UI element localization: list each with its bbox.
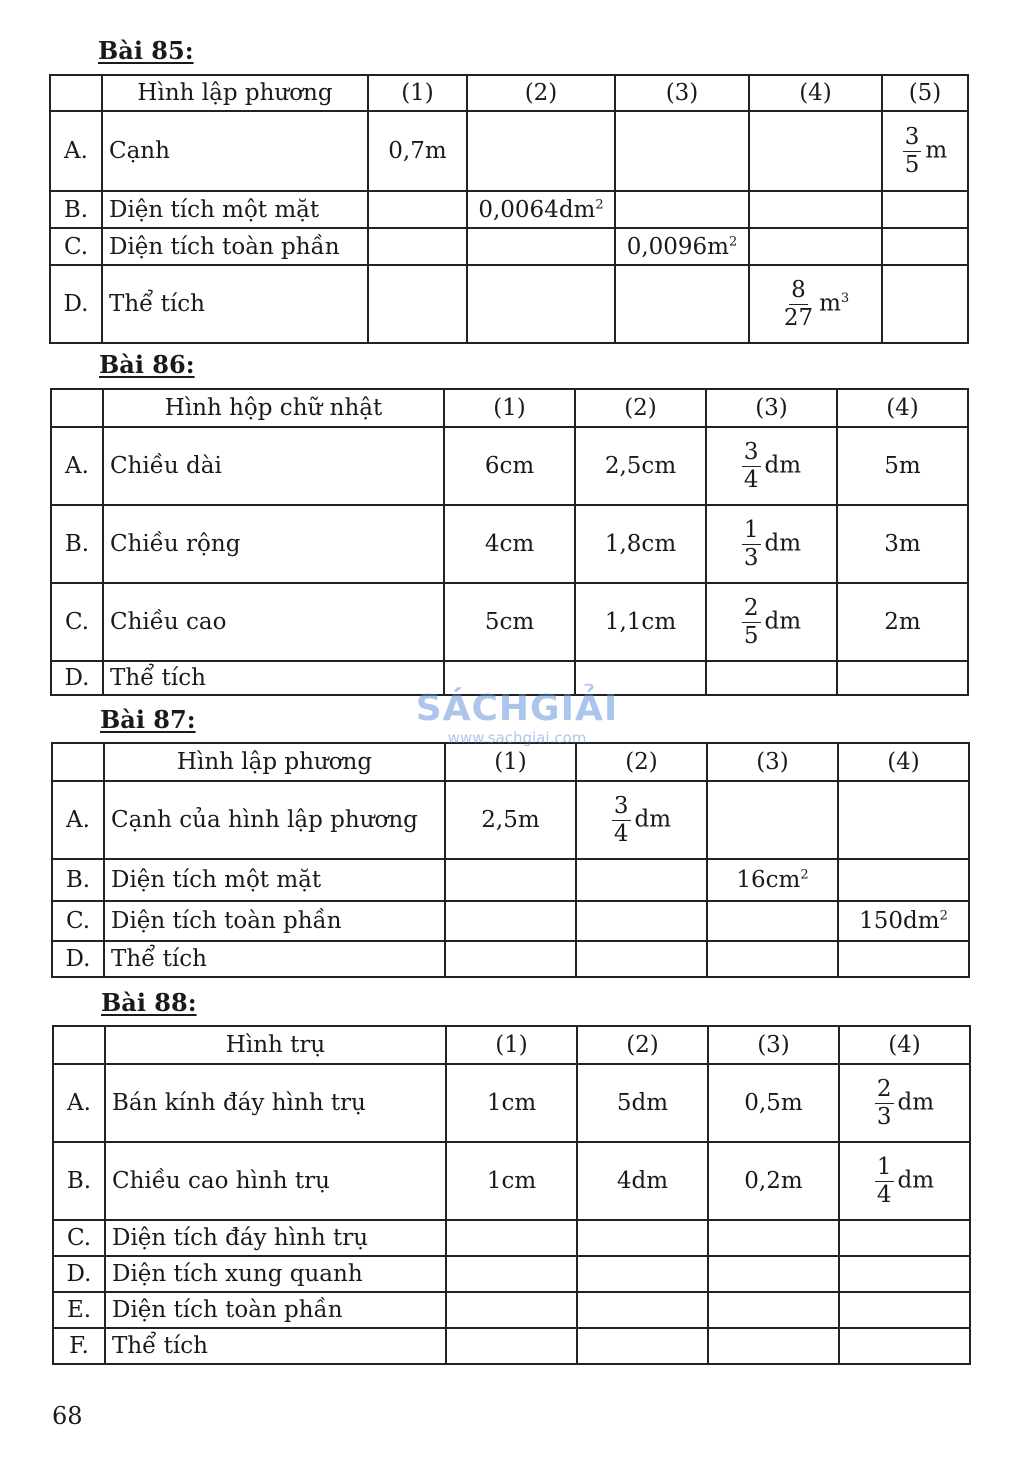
row-letter: D. [51,661,103,695]
unit: m [925,137,948,163]
row-label: Thể tích [104,941,445,977]
cell-empty [446,1256,577,1292]
cell-empty [577,1220,708,1256]
cell-empty [839,1256,970,1292]
fraction-numerator: 3 [904,123,920,150]
cell-value: 0,7m [368,111,467,191]
row-letter: D. [53,1256,105,1292]
cell-empty [749,111,882,191]
exponent: 3 [840,290,850,306]
table-row [53,1064,970,1142]
cell-empty [576,941,707,977]
row-label: Diện tích toàn phần [102,228,368,265]
row-letter: B. [53,1142,105,1220]
cell-empty [708,1256,839,1292]
table-row [52,859,969,901]
table-row [50,265,968,343]
row-label: Diện tích một mặt [102,191,368,228]
row-label: Diện tích toàn phần [105,1292,446,1328]
cell-value: 0,2m [708,1142,839,1220]
header-col-2: (2) [576,743,707,781]
cell-empty [368,191,467,228]
row-label: Chiều rộng [103,505,444,583]
cell-empty [577,1328,708,1364]
cell-empty [882,228,968,265]
fraction-denominator: 27 [783,304,814,331]
cell-empty [446,1328,577,1364]
table-row [53,1256,970,1292]
value-text: 150dm [859,908,940,934]
row-letter: F. [53,1328,105,1364]
row-label: Chiều dài [103,427,444,505]
header-col-1: (1) [445,743,576,781]
cell-value: 2,5cm [575,427,706,505]
cell-empty [882,265,968,343]
row-letter: C. [53,1220,105,1256]
row-letter: D. [50,265,102,343]
table-row [52,781,969,859]
header-col-1: (1) [368,75,467,111]
cell-value: 1,8cm [575,505,706,583]
cell-empty [706,661,837,695]
unit: dm [764,608,802,634]
cell-empty [839,1220,970,1256]
exponent: 2 [729,233,738,249]
cell-empty [577,1292,708,1328]
table-header-row [53,1026,970,1064]
cell-empty [615,111,749,191]
fraction-denominator: 4 [876,1181,892,1208]
header-shape: Hình trụ [105,1026,446,1064]
row-label: Thể tích [102,265,368,343]
header-col-2: (2) [575,389,706,427]
cell-value: 2m [837,583,968,661]
row-letter: A. [53,1064,105,1142]
exponent: 2 [595,196,604,212]
cell-value: 4dm [577,1142,708,1220]
fraction [742,516,761,571]
cell-value [882,111,968,191]
cell-value [706,427,837,505]
unit: m [819,290,841,316]
cell-value [576,781,707,859]
cell-empty [368,265,467,343]
header-col-2: (2) [577,1026,708,1064]
table-header-row [50,75,968,111]
fraction-numerator: 1 [876,1153,892,1180]
cell-empty [707,941,838,977]
row-label: Bán kính đáy hình trụ [105,1064,446,1142]
cell-value: 1,1cm [575,583,706,661]
cell-value [615,228,749,265]
cell-empty [446,1220,577,1256]
row-letter: C. [50,228,102,265]
table-row [50,228,968,265]
row-letter: C. [52,901,104,941]
header-empty-cell [52,743,104,781]
header-col-3: (3) [707,743,838,781]
fraction-numerator: 8 [791,276,806,303]
row-letter: A. [52,781,104,859]
header-shape: Hình lập phương [102,75,368,111]
cell-empty [749,228,882,265]
row-label: Chiều cao [103,583,444,661]
fraction [742,594,761,649]
cell-empty [749,191,882,228]
table-row [53,1292,970,1328]
fraction-denominator: 5 [743,622,759,649]
table-row [50,191,968,228]
cell-empty [837,661,968,695]
value-text: 0,0064dm [478,196,596,223]
row-letter: B. [51,505,103,583]
cell-value [838,901,969,941]
cell-value [839,1064,970,1142]
fraction [612,792,631,847]
header-col-3: (3) [615,75,749,111]
row-label: Diện tích đáy hình trụ [105,1220,446,1256]
cell-empty [445,901,576,941]
table-header-row [51,389,968,427]
cell-value: 5m [837,427,968,505]
cell-value: 1cm [446,1142,577,1220]
row-letter: A. [51,427,103,505]
value-text: 16cm [736,867,801,893]
fraction-numerator: 2 [876,1075,892,1102]
cell-value: 1cm [446,1064,577,1142]
row-label: Thể tích [105,1328,446,1364]
fraction-numerator: 2 [743,594,759,621]
cell-value [749,265,882,343]
header-shape: Hình lập phương [104,743,445,781]
row-letter: E. [53,1292,105,1328]
row-letter: D. [52,941,104,977]
cell-empty [838,781,969,859]
fraction-numerator: 3 [613,792,629,819]
row-label: Cạnh của hình lập phương [104,781,445,859]
cell-value: 3m [837,505,968,583]
cell-empty [839,1292,970,1328]
header-col-4: (4) [837,389,968,427]
unit: dm [897,1167,935,1193]
cell-empty [708,1220,839,1256]
cell-value [707,859,838,901]
unit: dm [764,452,802,478]
header-col-3: (3) [708,1026,839,1064]
unit: dm [764,530,802,556]
fraction-numerator: 3 [743,438,759,465]
unit: dm [897,1089,935,1115]
table-row [52,941,969,977]
row-label: Chiều cao hình trụ [105,1142,446,1220]
cell-empty [838,941,969,977]
cell-empty [445,941,576,977]
header-col-4: (4) [839,1026,970,1064]
fraction-denominator: 5 [904,151,920,178]
table-row [51,583,968,661]
cell-value [467,191,615,228]
fraction-denominator: 3 [876,1103,892,1130]
table-row [53,1142,970,1220]
cell-empty [708,1328,839,1364]
cell-value: 2,5m [445,781,576,859]
exponent: 2 [800,867,809,883]
page-number: 68 [52,1402,83,1430]
row-letter: B. [50,191,102,228]
header-col-1: (1) [444,389,575,427]
cell-empty [839,1328,970,1364]
cell-empty [576,859,707,901]
row-letter: A. [50,111,102,191]
cell-value: 6cm [444,427,575,505]
exercise-85-table [49,74,969,344]
cell-empty [445,859,576,901]
exercise-86-table [50,388,969,696]
cell-empty [576,901,707,941]
table-row [52,901,969,941]
fraction [875,1075,894,1130]
table-row [53,1328,970,1364]
row-label: Cạnh [102,111,368,191]
header-col-1: (1) [446,1026,577,1064]
fraction-numerator: 1 [743,516,759,543]
row-letter: B. [52,859,104,901]
fraction [875,1153,894,1208]
cell-empty [467,228,615,265]
cell-empty [882,191,968,228]
row-letter: C. [51,583,103,661]
cell-value [706,583,837,661]
cell-empty [838,859,969,901]
fraction-denominator: 3 [743,544,759,571]
exercise-86-title: Bài 86: [99,350,195,379]
header-col-2: (2) [467,75,615,111]
row-label: Diện tích một mặt [104,859,445,901]
cell-value: 0,5m [708,1064,839,1142]
cell-empty [615,191,749,228]
header-col-4: (4) [838,743,969,781]
fraction [903,123,922,178]
fraction-denominator: 4 [613,820,629,847]
row-label: Thể tích [103,661,444,695]
cell-value: 4cm [444,505,575,583]
cell-value [839,1142,970,1220]
fraction-denominator: 4 [743,466,759,493]
row-label: Diện tích xung quanh [105,1256,446,1292]
header-empty-cell [50,75,102,111]
cell-empty [615,265,749,343]
cell-value: 5cm [444,583,575,661]
row-label: Diện tích toàn phần [104,901,445,941]
exercise-88-title: Bài 88: [101,988,197,1017]
header-col-3: (3) [706,389,837,427]
exercise-88-table [52,1025,971,1365]
fraction [742,438,761,493]
table-row [51,427,968,505]
cell-empty [577,1256,708,1292]
table-row [53,1220,970,1256]
fraction [782,276,815,331]
cell-value: 5dm [577,1064,708,1142]
cell-empty [707,781,838,859]
watermark [412,688,622,778]
header-shape: Hình hộp chữ nhật [103,389,444,427]
cell-value [706,505,837,583]
unit: dm [634,806,672,832]
table-row [51,505,968,583]
cell-empty [707,901,838,941]
watermark-url: www.sachgiai.com [447,729,587,747]
watermark-logo: SÁCHGIẢI [415,688,619,729]
header-col-5: (5) [882,75,968,111]
table-row [50,111,968,191]
exponent: 2 [939,908,948,924]
cell-empty [368,228,467,265]
cell-empty [467,265,615,343]
cell-empty [446,1292,577,1328]
header-empty-cell [51,389,103,427]
exercise-87-title: Bài 87: [100,705,196,734]
header-empty-cell [53,1026,105,1064]
cell-empty [708,1292,839,1328]
header-col-4: (4) [749,75,882,111]
exercise-85-title: Bài 85: [98,36,194,65]
value-text: 0,0096m [626,233,729,260]
cell-empty [467,111,615,191]
